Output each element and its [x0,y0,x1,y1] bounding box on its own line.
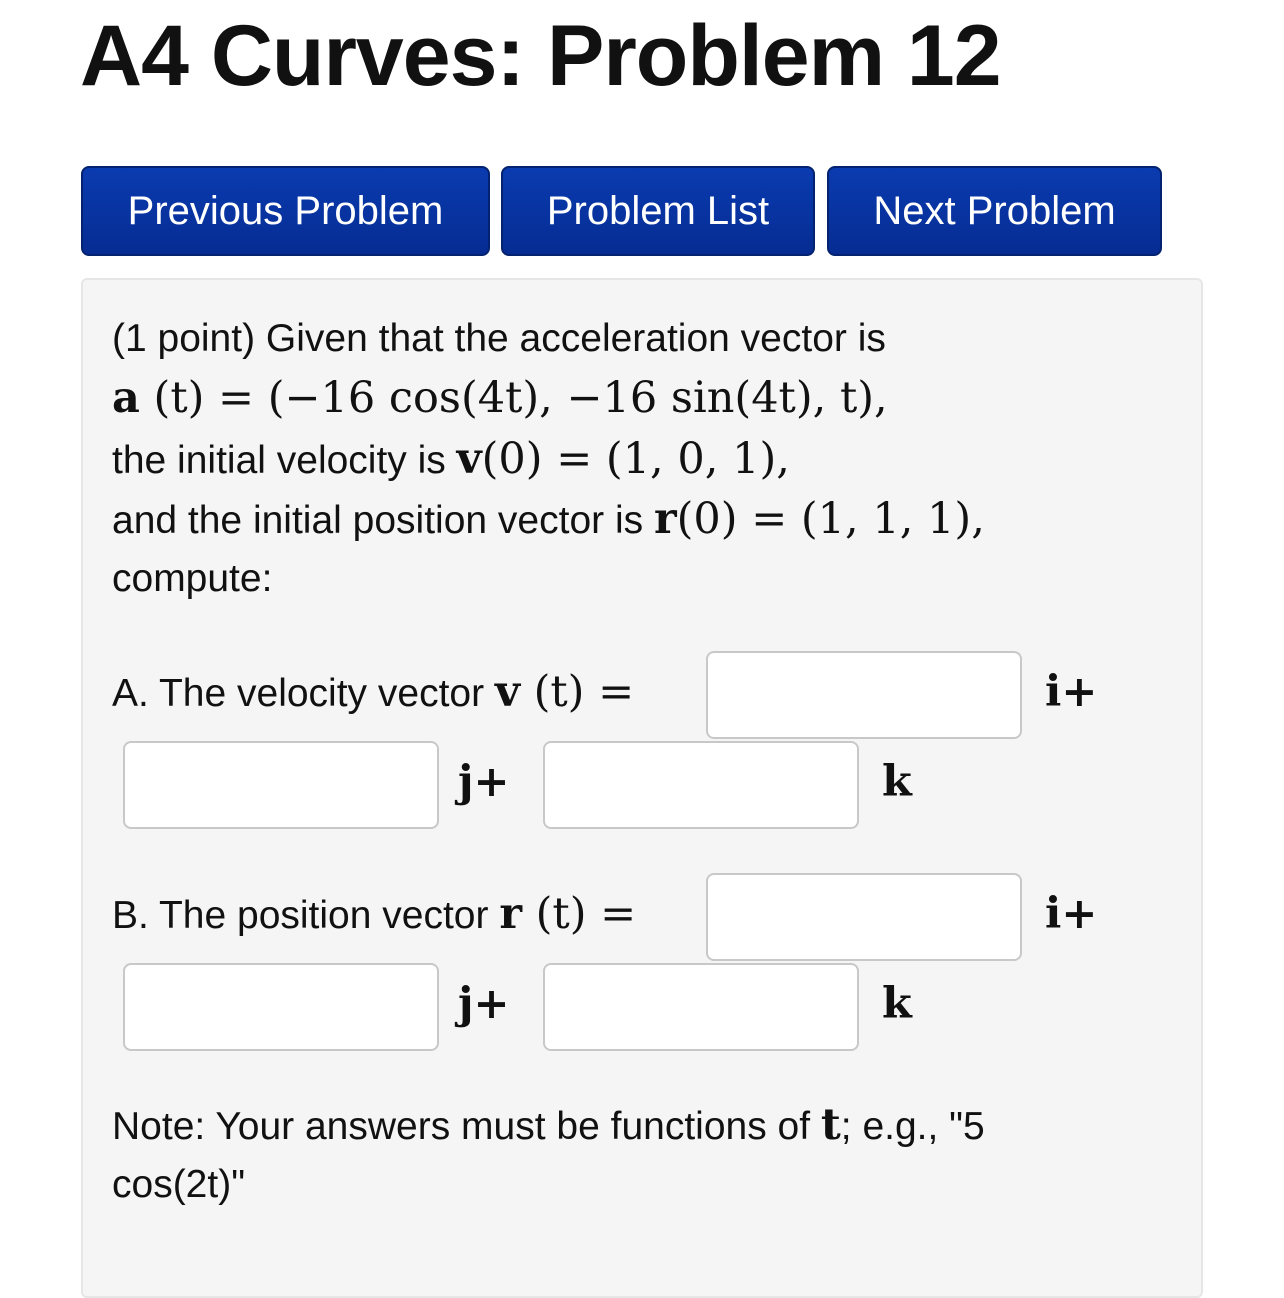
part-a-vector-symbol: v [494,667,520,717]
position-i-input[interactable] [706,873,1022,961]
part-b-expression: (t) = [521,889,637,939]
part-b-vector-symbol: r [499,889,522,939]
part-b-text: B. The position vector [112,894,500,937]
initial-velocity-text: the initial velocity is [112,439,457,482]
velocity-i-input[interactable] [706,651,1022,739]
note-text: Note: Your answers must be functions of [112,1105,821,1148]
part-a-expression: (t) = [519,667,635,717]
velocity-k-input[interactable] [543,741,859,829]
problem-list-button[interactable]: Problem List [501,166,815,256]
note-example: ; e.g., "5 [840,1105,985,1148]
acceleration-vector-symbol: a [112,373,140,423]
position-j-unit: j+ [458,979,510,1029]
part-a-label [112,668,634,718]
problem-intro: (1 point) Given that the acceleration vector is [112,317,886,360]
velocity-vector-symbol: v [456,434,482,484]
compute-label: compute: [112,557,273,600]
position-k-input[interactable] [543,963,859,1051]
initial-velocity-line [112,435,790,485]
initial-position-expression: (0) = (1, 1, 1), [676,494,985,544]
initial-position-text: and the initial position vector is [112,499,654,542]
acceleration-expression: (t) = (−16 cos(4t), −16 sin(4t), t), [139,373,888,423]
initial-velocity-expression: (0) = (1, 0, 1), [481,434,790,484]
velocity-j-unit: j+ [458,757,510,807]
part-a-text: A. The velocity vector [112,672,495,715]
next-problem-button[interactable]: Next Problem [827,166,1162,256]
previous-problem-button[interactable]: Previous Problem [81,166,490,256]
velocity-i-unit: i+ [1045,667,1098,717]
note-line-2: cos(2t)" [112,1163,246,1206]
part-b-label [112,890,636,940]
page-title: A4 Curves: Problem 12 [80,8,1001,104]
note-variable: t [820,1100,841,1150]
position-k-unit: k [882,979,912,1029]
position-j-input[interactable] [123,963,439,1051]
acceleration-formula [112,374,888,422]
velocity-k-unit: k [882,757,912,807]
velocity-j-input[interactable] [123,741,439,829]
position-i-unit: i+ [1045,889,1098,939]
position-vector-symbol: r [653,494,677,544]
note-line-1 [112,1101,985,1151]
initial-position-line [112,495,985,545]
